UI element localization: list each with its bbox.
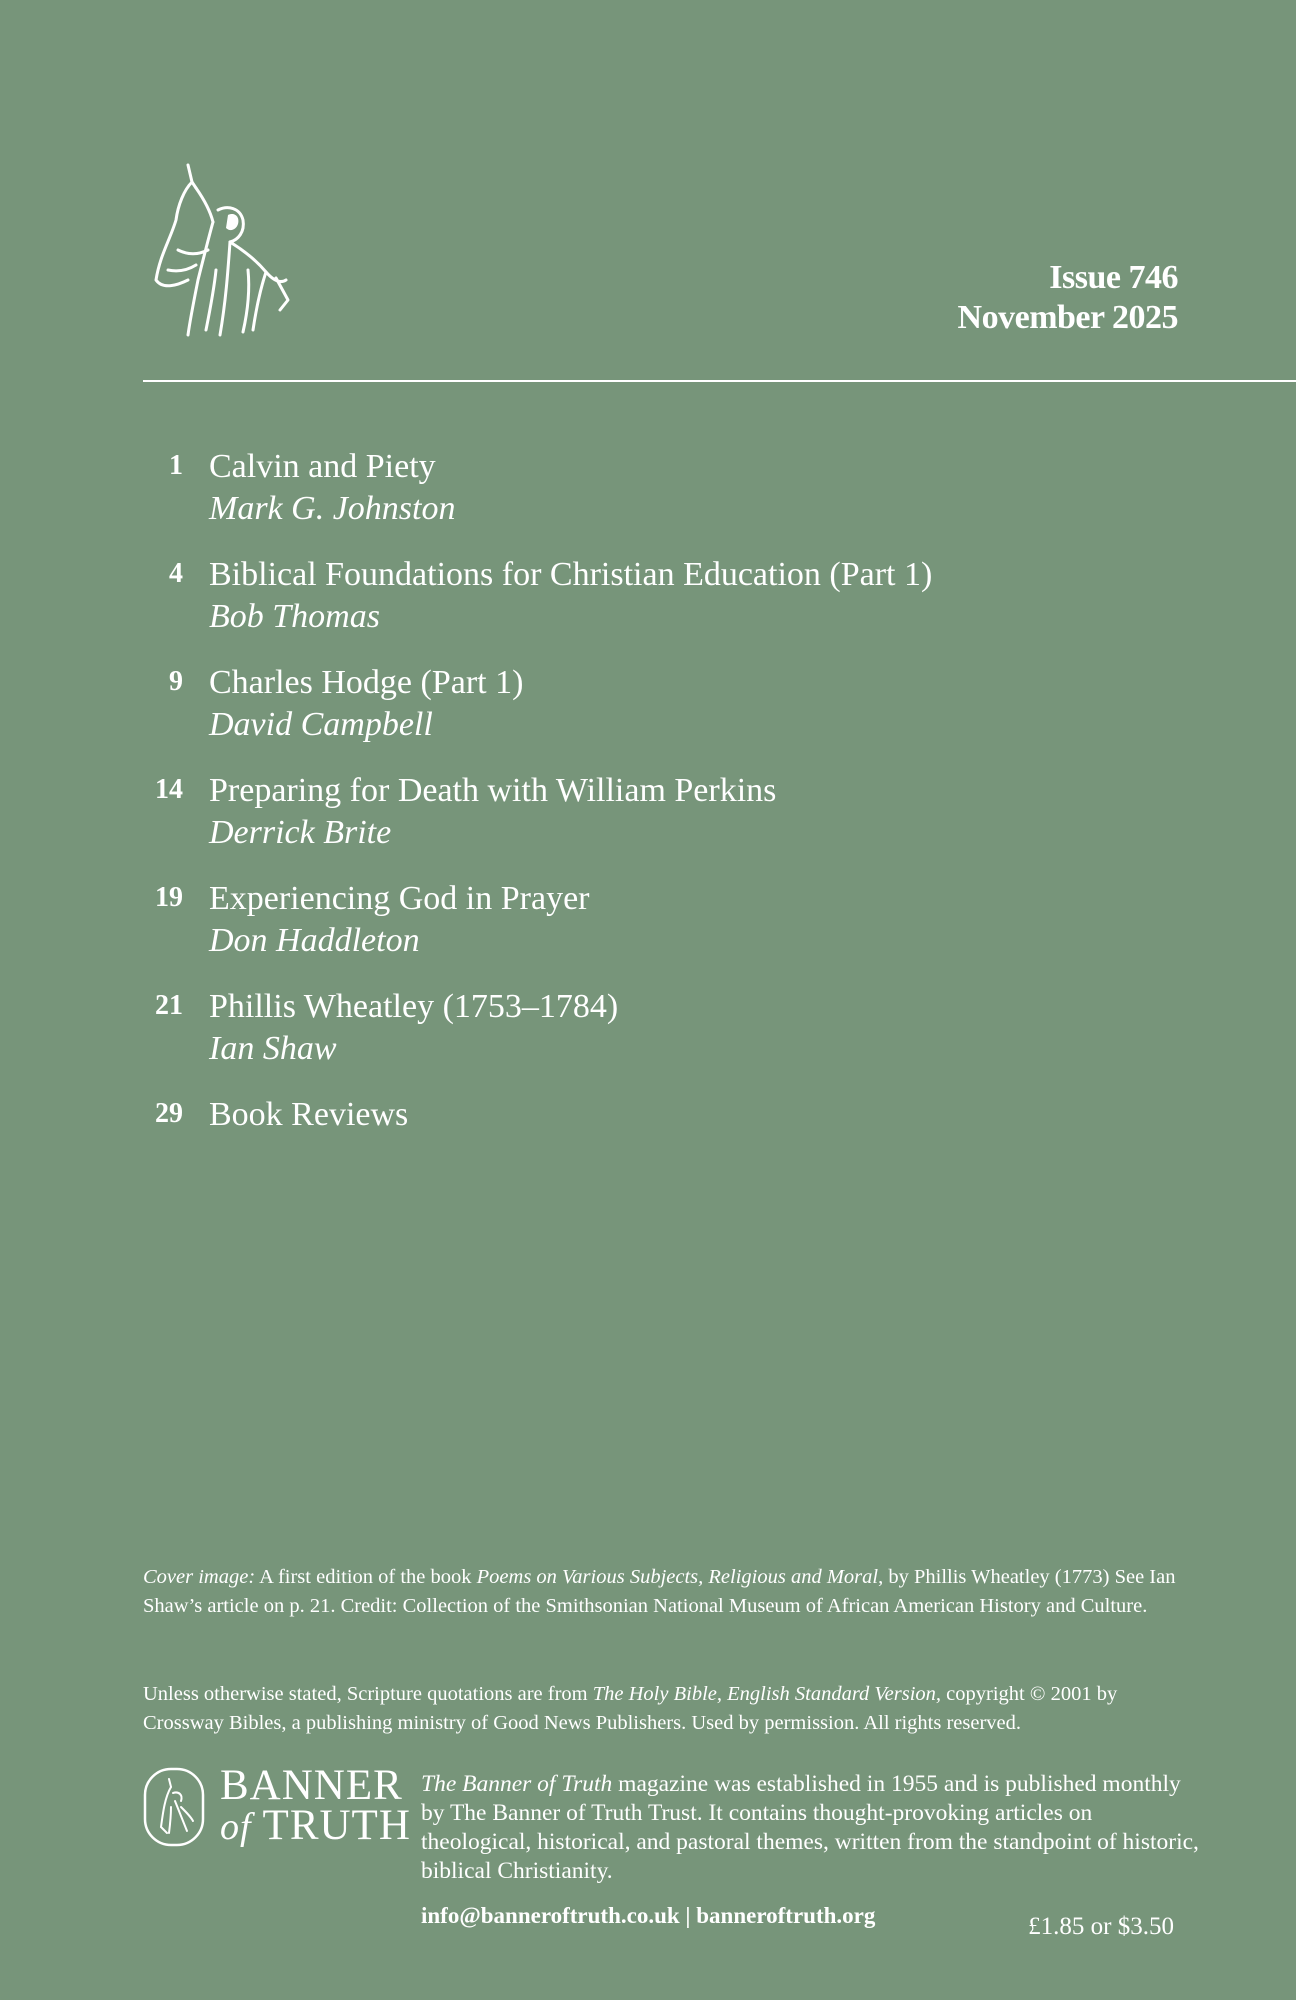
toc-author: Don Haddleton: [209, 922, 420, 959]
magazine-description: [421, 1770, 1201, 1886]
magazine-name: The Banner of Truth: [421, 1771, 613, 1797]
toc-title: Book Reviews: [209, 1096, 409, 1133]
cover-note-text: A first edition of the book: [255, 1566, 477, 1588]
toc-entry[interactable]: [143, 1094, 1143, 1136]
toc-page-number: 1: [169, 450, 183, 481]
cover-note-text-2: , by Phillis Wheatley (1773) See Ian Shaw’s article on p. 21. Credit: Collection of the Smithsonian National Museum of African American History and Culture.: [143, 1566, 1176, 1617]
scripture-note-text: Unless otherwise stated, Scripture quotations are from: [143, 1683, 593, 1705]
brand-line-banner: BANNER: [220, 1762, 403, 1809]
toc-author: David Campbell: [209, 706, 433, 743]
contact-separator: |: [685, 1903, 691, 1928]
magazine-description-text: magazine was established in 1955 and is published monthly by The Banner of Truth Trust. It contains thought-provoking articles on theological, historical, and pastoral themes, written from the standpoint of historic, biblical Christianity.: [421, 1771, 1199, 1884]
brand-of: of: [220, 1806, 252, 1848]
toc-entry[interactable]: [143, 878, 1143, 962]
toc-title: Experiencing God in Prayer: [209, 880, 590, 917]
evangelist-figure-icon: [148, 160, 298, 340]
email-link[interactable]: info@banneroftruth.co.uk: [421, 1903, 680, 1928]
toc-entry[interactable]: [143, 446, 1143, 530]
toc-entry[interactable]: [143, 770, 1143, 854]
toc-entry[interactable]: [143, 554, 1143, 638]
toc-entry[interactable]: [143, 662, 1143, 746]
website-link[interactable]: banneroftruth.org: [696, 1903, 876, 1928]
issue-number: Issue 746: [1049, 259, 1178, 296]
toc-author: Bob Thomas: [209, 598, 380, 635]
toc-author: Derrick Brite: [209, 814, 392, 851]
toc-author: Mark G. Johnston: [209, 490, 456, 527]
table-of-contents: [143, 446, 1143, 1160]
toc-page-number: 9: [169, 666, 183, 697]
toc-title: Charles Hodge (Part 1): [209, 664, 524, 701]
scripture-note: [143, 1680, 1203, 1738]
toc-page-number: 29: [155, 1098, 183, 1129]
price: £1.85 or $3.50: [1028, 1913, 1174, 1940]
toc-title: Calvin and Piety: [209, 448, 436, 485]
toc-title: Preparing for Death with William Perkins: [209, 772, 777, 809]
toc-page-number: 19: [155, 882, 183, 913]
issue-date: November 2025: [957, 299, 1178, 336]
issue-info: [958, 258, 1178, 338]
toc-page-number: 14: [155, 774, 183, 805]
toc-title: Phillis Wheatley (1753–1784): [209, 988, 619, 1025]
cover-note-label: Cover image:: [143, 1566, 256, 1588]
toc-entry[interactable]: [143, 986, 1143, 1070]
toc-page-number: 4: [169, 558, 183, 589]
cover-note-book-title: Poems on Various Subjects, Religious and Moral: [476, 1566, 879, 1588]
toc-page-number: 21: [155, 990, 183, 1021]
scripture-note-bible: The Holy Bible, English Standard Version,: [592, 1683, 942, 1705]
toc-author: Ian Shaw: [209, 1030, 337, 1067]
brand-line-truth: TRUTH: [262, 1802, 411, 1849]
brand-wordmark: [220, 1762, 411, 1849]
banner-of-truth-logo-icon: [143, 1767, 205, 1847]
scripture-note-text-2: copyright © 2001 by Crossway Bibles, a publishing ministry of Good News Publishers. Used by permission. All rights reserved.: [143, 1683, 1118, 1734]
contact-info: [421, 1903, 875, 1929]
cover-image-note: [143, 1563, 1203, 1621]
toc-title: Biblical Foundations for Christian Education (Part 1): [209, 556, 933, 593]
header-divider: [143, 380, 1296, 382]
